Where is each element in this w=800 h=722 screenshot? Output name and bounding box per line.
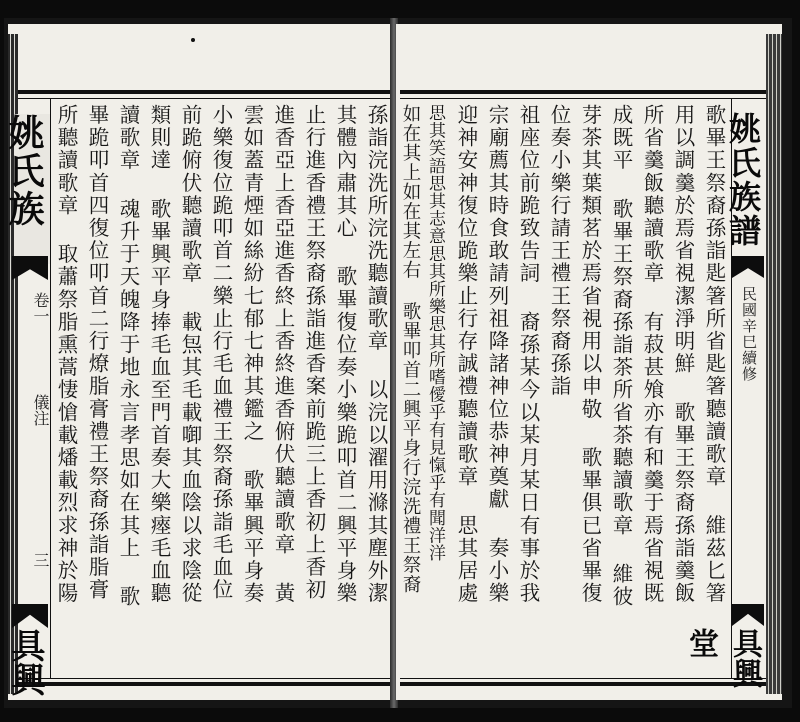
left-page xyxy=(3,24,394,700)
text-column: 前跪俯伏聽讀歌章 載炰其毛載啣其血陰以求陰從 xyxy=(178,104,202,605)
binding-hole xyxy=(191,38,195,42)
text-column: 讀歌章 魂升于天魄降于地永言孝思如在其上 歌 xyxy=(116,104,140,609)
text-column: 宗廟薦其時食敢請列祖降諸神位恭神奠獻 奏小樂 xyxy=(485,104,509,605)
margin-border xyxy=(50,98,51,678)
text-column: 所聽讀歌章 取蕭祭脂熏蒿悽愴載燔載烈求神於陽 xyxy=(54,104,78,605)
text-column: 止行進香禮王祭裔孫詣進香案前跪三上香初上香初 xyxy=(302,104,326,602)
text-column: 歌畢王祭裔孫詣匙箸所省匙箸聽讀歌章 維茲匕箸 xyxy=(702,104,726,605)
hall-name: 具興堂 xyxy=(683,628,762,688)
section-label: 儀注 xyxy=(31,394,50,426)
revision-date-label: 民國辛巳續修 xyxy=(740,286,758,382)
text-column: 位奏小樂行請王禮王祭裔孫詣 xyxy=(547,104,571,398)
text-column: 孫詣浣洗所浣洗聽讀歌章 以浣以濯用滌其塵外潔 xyxy=(364,104,388,605)
bottom-border-thin xyxy=(18,678,390,679)
volume-label: 卷一 xyxy=(31,292,50,324)
text-column: 雲如蓋青煙如絲紛七郁七神其鑑之 歌畢興平身奏 xyxy=(240,104,264,605)
bottom-border-thick xyxy=(400,682,766,686)
text-column: 畢跪叩首四復位叩首二行燎脂膏禮王祭裔孫詣脂膏 xyxy=(85,104,109,602)
top-border-thick xyxy=(18,90,390,94)
top-border-thin xyxy=(400,98,766,99)
book-title: 姚氏族譜 xyxy=(724,112,762,248)
right-page-edge xyxy=(766,34,782,694)
text-column: 迎神安神復位跪樂止行存誠禮聽讀歌章 思其居處 xyxy=(454,104,478,605)
hall-name: 具興 xyxy=(5,628,45,696)
book-title: 姚氏族 xyxy=(14,114,50,264)
text-column: 祖座位前跪致告詞 裔孫某今以某月某日有事於我 xyxy=(516,104,540,605)
text-column: 用以調羹於焉省視潔淨明鮮 歌畢王祭裔孫詣羹飯 xyxy=(671,104,695,605)
text-column: 進香亞上香亞進香終上香終進香俯伏聽讀歌章 黃 xyxy=(271,104,295,605)
fish-tail-mark-top xyxy=(732,256,764,278)
text-column: 類則達 歌畢興平身捧毛血至門首奏大樂瘞毛血聽 xyxy=(147,104,171,605)
text-column: 思其笑語思其志意思其所樂思其所嗜僾乎有見愾乎有聞洋洋 xyxy=(425,104,445,562)
text-column: 小樂復位跪叩首二樂止行毛血禮王祭裔孫詣毛血位 xyxy=(209,104,233,602)
top-border-thick xyxy=(400,90,766,94)
fish-tail-mark-top xyxy=(12,256,48,280)
text-column: 其體內肅其心 歌畢復位奏小樂跪叩首二興平身樂 xyxy=(333,104,357,605)
text-column: 如在其上如在其左右 歌畢叩首二興平身行浣洗禮王祭裔 xyxy=(400,104,421,594)
book-spread xyxy=(4,18,792,708)
page-number: 三 xyxy=(31,552,50,568)
bottom-border-thin xyxy=(400,678,766,679)
bottom-border-thick xyxy=(18,682,390,686)
right-page xyxy=(396,24,782,700)
text-column: 所省羹飯聽讀歌章 有菽甚飧亦有和羹于焉省視既 xyxy=(640,104,664,605)
fish-tail-mark-bottom xyxy=(732,604,764,626)
text-column: 芽茶其葉類茗於焉省視用以申敬 歌畢俱已省畢復 xyxy=(578,104,602,605)
text-column: 成既平 歌畢王祭裔孫詣茶所省茶聽讀歌章 維彼 xyxy=(609,104,633,609)
top-border-thin xyxy=(18,98,390,99)
